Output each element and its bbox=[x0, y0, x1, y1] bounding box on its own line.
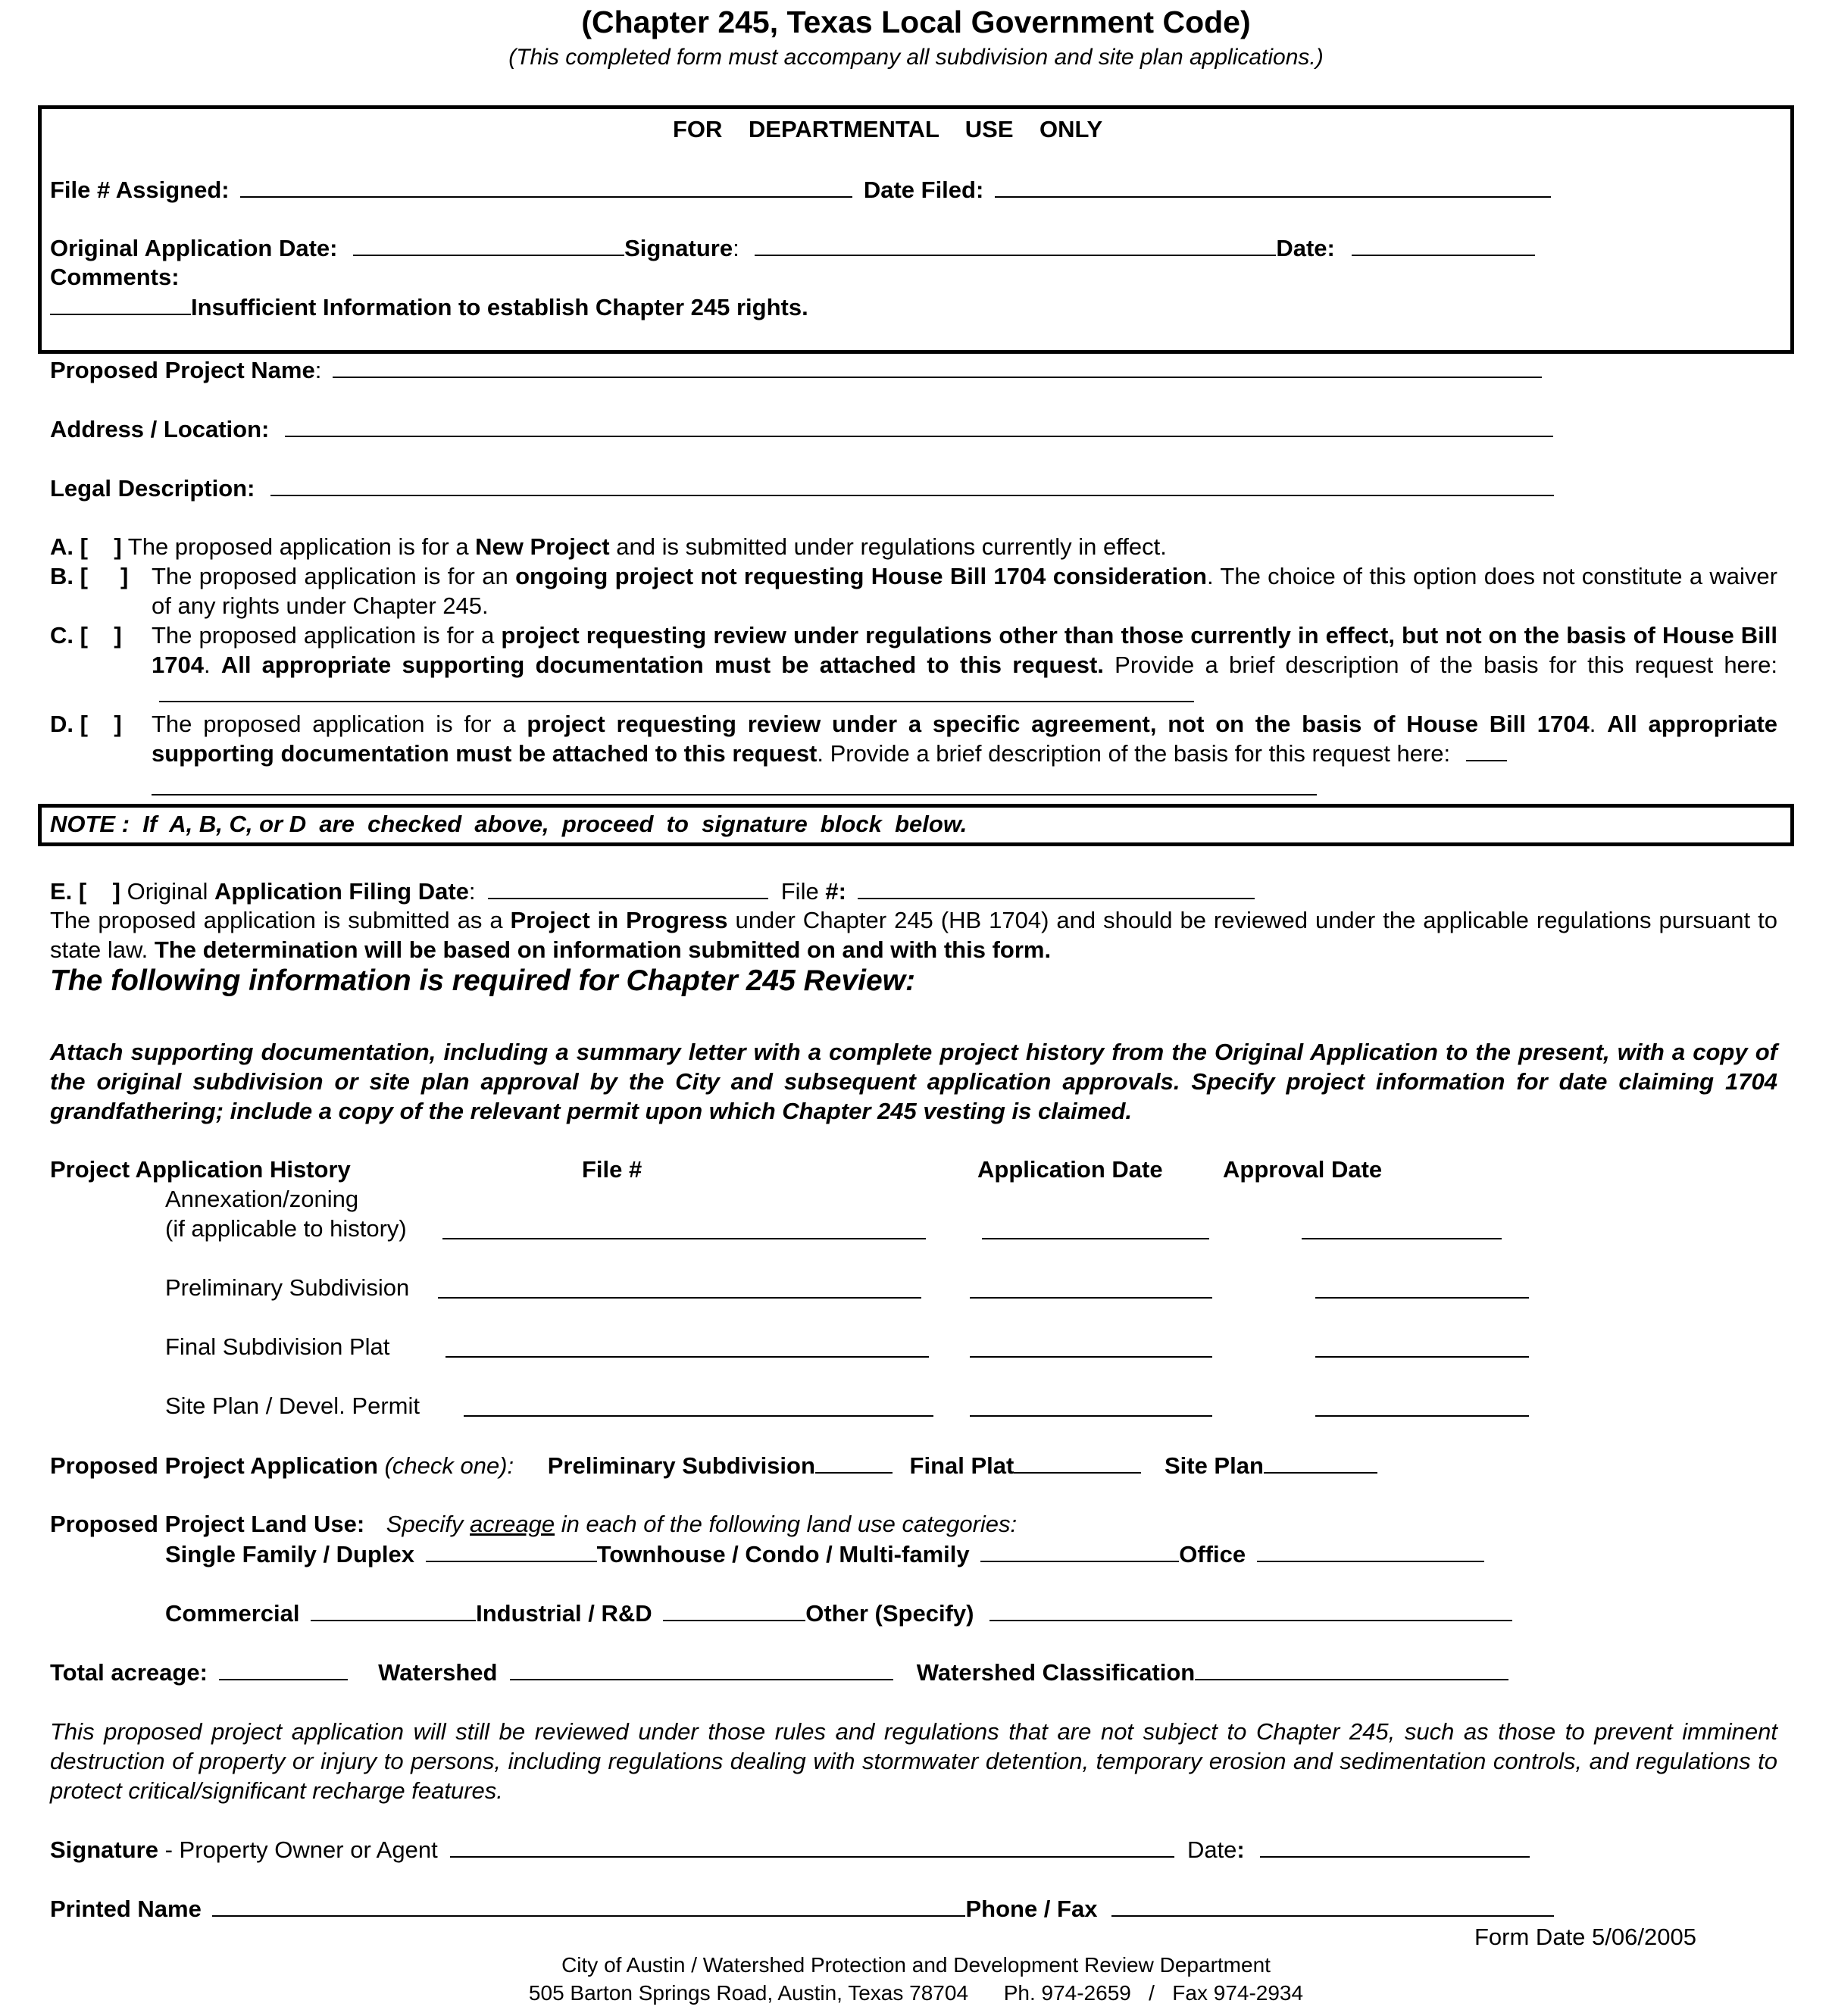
land-use-line-2 bbox=[165, 1599, 1512, 1628]
prelim-option-field[interactable] bbox=[815, 1451, 893, 1474]
form-date: Form Date 5/06/2005 bbox=[1474, 1924, 1696, 1950]
form-subtitle-note: (This completed form must accompany all subdivision and site plan applications.) bbox=[508, 45, 1324, 70]
option-d-text-2: Provide a brief description of the basis for this request here: bbox=[830, 740, 1451, 767]
annexation-file-field[interactable] bbox=[442, 1238, 926, 1239]
original-app-date-label: Original Application Date: bbox=[50, 235, 338, 261]
date-filed-label: Date Filed: bbox=[863, 177, 984, 203]
option-d-bold-2: All appropriate supporting documentation must be attached to this request bbox=[152, 711, 1778, 767]
land-use-hint: Specify bbox=[386, 1511, 471, 1537]
total-acreage-field[interactable] bbox=[219, 1658, 348, 1680]
signature-row bbox=[50, 1835, 1530, 1864]
date-filed-field[interactable] bbox=[995, 175, 1551, 198]
project-name-field[interactable] bbox=[333, 355, 1542, 378]
land-use-label: Proposed Project Land Use: bbox=[50, 1511, 365, 1537]
printed-name-row bbox=[50, 1894, 1554, 1924]
address-row bbox=[50, 414, 1553, 444]
option-e: E. [ ] Original Application Filing Date: File #: bbox=[50, 877, 1255, 906]
dept-signature-field[interactable] bbox=[755, 233, 1276, 256]
option-c-text-2: Provide a brief description of the basis for this request here: bbox=[1115, 652, 1777, 678]
watershed-field[interactable] bbox=[510, 1658, 893, 1680]
prelim-option-label: Preliminary Subdivision bbox=[547, 1452, 815, 1479]
legal-description-field[interactable] bbox=[270, 474, 1554, 496]
siteplan-app-date-field[interactable] bbox=[970, 1415, 1212, 1417]
col-history-header: Project Application History bbox=[50, 1156, 351, 1183]
history-row-prelim-label: Preliminary Subdivision bbox=[165, 1274, 410, 1301]
address-label: Address / Location: bbox=[50, 416, 270, 442]
land-use-line-1 bbox=[165, 1539, 1484, 1569]
option-e-bold-2: The determination will be based on information submitted on and with this form. bbox=[154, 936, 1052, 963]
office-label: Office bbox=[1179, 1541, 1246, 1567]
site-plan-option-field[interactable] bbox=[1264, 1451, 1377, 1474]
file-assigned-field[interactable] bbox=[240, 175, 852, 198]
option-e-original: Original bbox=[120, 878, 215, 905]
insufficient-check-field[interactable] bbox=[50, 292, 191, 315]
final-file-field[interactable] bbox=[445, 1356, 929, 1358]
option-a bbox=[50, 533, 1167, 561]
col-file-header: File # bbox=[582, 1156, 642, 1183]
option-b-text-2: . The choice of this option does not constitute a waiver of any rights under Chapter 245. bbox=[152, 563, 1778, 619]
final-plat-option-field[interactable] bbox=[1014, 1451, 1141, 1474]
annexation-app-date-field[interactable] bbox=[982, 1238, 1209, 1239]
option-e-text-2: under Chapter 245 (HB 1704) and should be reviewed under the applicable regulations pursuant to state law. bbox=[50, 907, 1777, 963]
option-e-filing-label: Application Filing Date bbox=[214, 878, 469, 905]
annexation-approval-date-field[interactable] bbox=[1302, 1238, 1502, 1239]
option-c-bold-2: All appropriate supporting documentation must be attached to this request. bbox=[220, 652, 1104, 678]
note-text: NOTE : If A, B, C, or D are checked above, proceed to signature block below. bbox=[50, 811, 968, 837]
printed-name-label: Printed Name bbox=[50, 1896, 202, 1922]
option-d-checkbox[interactable]: D. [ ] bbox=[50, 711, 122, 737]
history-row-annexation-sublabel: (if applicable to history) bbox=[165, 1215, 407, 1242]
phone-fax-field[interactable] bbox=[1111, 1894, 1554, 1917]
option-b bbox=[50, 561, 1777, 620]
option-a-bold: New Project bbox=[475, 533, 610, 560]
dept-date-label: Date: bbox=[1276, 235, 1335, 261]
departmental-use-title: FOR DEPARTMENTAL USE ONLY bbox=[673, 116, 1103, 142]
option-c-text: The proposed application is for a bbox=[152, 622, 502, 649]
option-e-text: The proposed application is submitted as a bbox=[50, 907, 511, 933]
option-d-basis-field-1[interactable] bbox=[1466, 739, 1507, 761]
other-label: Other (Specify) bbox=[805, 1600, 974, 1627]
option-b-checkbox[interactable]: B. [ ] bbox=[50, 563, 129, 589]
single-family-label: Single Family / Duplex bbox=[165, 1541, 415, 1567]
option-e-file-label: File bbox=[780, 878, 826, 905]
land-use-row: Proposed Project Land Use: Specify acreage in each of the following land use categories: bbox=[50, 1511, 1018, 1537]
option-b-bold: ongoing project not requesting House Bill 1704 consideration bbox=[515, 563, 1207, 589]
option-e-file-hash: #: bbox=[825, 878, 846, 905]
prelim-approval-date-field[interactable] bbox=[1315, 1297, 1529, 1299]
commercial-field[interactable] bbox=[311, 1599, 476, 1621]
footer-address: 505 Barton Springs Road, Austin, Texas 78704 Ph. 974-2659 / Fax 974-2934 bbox=[528, 1981, 1304, 2005]
option-a-checkbox[interactable]: A. [ ] bbox=[50, 533, 122, 560]
totals-row bbox=[50, 1658, 1508, 1687]
proposed-application-label: Proposed Project Application bbox=[50, 1452, 378, 1479]
col-application-date-header: Application Date bbox=[977, 1156, 1163, 1183]
option-e-file-field[interactable] bbox=[858, 877, 1255, 899]
option-d-bold: project requesting review under a specific agreement, not on the basis of House Bill 1704 bbox=[527, 711, 1590, 737]
site-plan-option-label: Site Plan bbox=[1164, 1452, 1264, 1479]
option-d: D. [ ] The proposed application is for a project requesting review under a specific agreement, not on the basis of House Bill 1704. All appropriate supporting documentation must be attached to this request. Provide a brief description of the basis for this request here: bbox=[50, 711, 1778, 767]
option-e-bold: Project in Progress bbox=[510, 907, 728, 933]
option-e-filing-date-field[interactable] bbox=[488, 877, 768, 899]
option-d-text: The proposed application is for a bbox=[152, 711, 527, 737]
prelim-file-field[interactable] bbox=[438, 1297, 921, 1299]
final-app-date-field[interactable] bbox=[970, 1356, 1212, 1358]
other-field[interactable] bbox=[989, 1599, 1512, 1621]
total-acreage-label: Total acreage: bbox=[50, 1659, 208, 1686]
signature-owner-label: - Property Owner or Agent bbox=[158, 1836, 438, 1863]
watershed-label: Watershed bbox=[378, 1659, 498, 1686]
siteplan-approval-date-field[interactable] bbox=[1315, 1415, 1529, 1417]
option-e-checkbox[interactable]: E. [ ] bbox=[50, 878, 120, 905]
comments-label: Comments: bbox=[50, 264, 180, 290]
attach-instructions: Attach supporting documentation, including a summary letter with a complete project history from the Original Application to the present, with a copy of the original subdivision or site plan approval by the City and subsequent application approvals. Specify project information for date claiming 1704 grandfathering; include a copy of the relevant permit upon which Chapter 245 vesting is claimed. bbox=[50, 1039, 1777, 1124]
project-name-row: Proposed Project Name: bbox=[50, 355, 1542, 385]
file-assigned-row bbox=[50, 175, 1551, 205]
form-chapter-title: (Chapter 245, Texas Local Government Code) bbox=[581, 5, 1251, 39]
watershed-classification-field[interactable] bbox=[1195, 1658, 1508, 1680]
project-name-label: Proposed Project Name bbox=[50, 357, 315, 383]
dept-date-field[interactable] bbox=[1352, 233, 1535, 256]
phone-fax-label: Phone / Fax bbox=[965, 1896, 1098, 1922]
final-approval-date-field[interactable] bbox=[1315, 1356, 1529, 1358]
office-field[interactable] bbox=[1257, 1539, 1484, 1562]
option-a-text: The proposed application is for a bbox=[127, 533, 476, 560]
commercial-label: Commercial bbox=[165, 1600, 300, 1627]
signature-date-label: Date bbox=[1186, 1836, 1237, 1863]
final-plat-option-label: Final Plat bbox=[909, 1452, 1014, 1479]
address-field[interactable] bbox=[285, 414, 1553, 437]
single-family-field[interactable] bbox=[426, 1539, 597, 1562]
history-row-siteplan-label: Site Plan / Devel. Permit bbox=[165, 1392, 420, 1419]
townhouse-label: Townhouse / Condo / Multi-family bbox=[596, 1541, 970, 1567]
option-d-basis-field-2[interactable] bbox=[152, 794, 1317, 795]
required-heading: The following information is required for Chapter 245 Review: bbox=[50, 964, 915, 997]
original-app-date-field[interactable] bbox=[353, 233, 624, 256]
option-b-text: The proposed application is for an bbox=[152, 563, 516, 589]
insufficient-label: Insufficient Information to establish Chapter 245 rights. bbox=[191, 294, 808, 320]
review-note: This proposed project application will still be reviewed under those rules and regulations that are not subject to Chapter 245, such as those to prevent imminent destruction of property or injury to persons, including regulations dealing with stormwater detention, temporary erosion and sedimentation controls, and regulations to protect critical/significant recharge features. bbox=[50, 1718, 1777, 1804]
footer-department: City of Austin / Watershed Protection and Development Review Department bbox=[561, 1953, 1271, 1977]
siteplan-file-field[interactable] bbox=[464, 1415, 933, 1417]
townhouse-field[interactable] bbox=[980, 1539, 1179, 1562]
file-assigned-label: File # Assigned: bbox=[50, 177, 230, 203]
industrial-field[interactable] bbox=[663, 1599, 805, 1621]
history-row-annexation-label: Annexation/zoning bbox=[165, 1186, 359, 1212]
land-use-acreage: acreage bbox=[470, 1511, 555, 1537]
watershed-classification-label: Watershed Classification bbox=[916, 1659, 1196, 1686]
insufficient-row bbox=[50, 292, 808, 322]
option-e-description bbox=[50, 905, 1777, 964]
proposed-application-row bbox=[50, 1451, 1377, 1480]
col-approval-date-header: Approval Date bbox=[1223, 1156, 1383, 1183]
check-one-hint: (check one): bbox=[384, 1452, 514, 1479]
option-c-basis-field[interactable] bbox=[159, 680, 1194, 702]
dept-signature-label: Signature bbox=[624, 235, 733, 261]
printed-name-field[interactable] bbox=[212, 1894, 965, 1917]
option-c-checkbox[interactable]: C. [ ] bbox=[50, 622, 122, 649]
signature-field[interactable] bbox=[450, 1835, 1174, 1858]
history-row-final-label: Final Subdivision Plat bbox=[165, 1333, 390, 1360]
legal-description-label: Legal Description: bbox=[50, 475, 255, 502]
prelim-app-date-field[interactable] bbox=[970, 1297, 1212, 1299]
original-app-date-row: Original Application Date: Signature: Date: bbox=[50, 233, 1535, 263]
option-a-text-2: and is submitted under regulations currently in effect. bbox=[609, 533, 1167, 560]
option-c: C. [ ] The proposed application is for a project requesting review under regulations other than those currently in effect, but not on the basis of House Bill 1704. All appropriate supporting documentation must be attached to this request. Provide a brief description of the basis for this request here: bbox=[50, 620, 1777, 709]
signature-date-field[interactable] bbox=[1260, 1835, 1530, 1858]
signature-label: Signature bbox=[50, 1836, 158, 1863]
signature-date-colon: : bbox=[1236, 1836, 1245, 1863]
legal-description-row bbox=[50, 474, 1554, 503]
option-c-bold: project requesting review under regulations other than those currently in effect, but not on the basis of House Bill 1704 bbox=[152, 622, 1778, 678]
industrial-label: Industrial / R&D bbox=[476, 1600, 652, 1627]
land-use-hint-2: in each of the following land use categories bbox=[555, 1511, 1011, 1537]
